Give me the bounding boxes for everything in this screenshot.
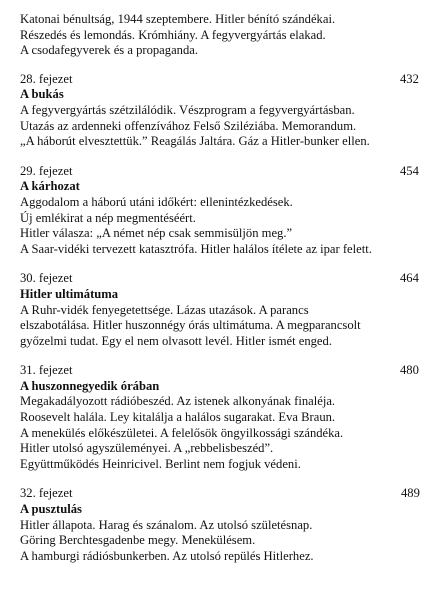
summary-line: győzelmi tudat. Egy el nem olvasott levél. Hitler ismét enged. bbox=[20, 333, 332, 348]
summary-line: A csodafegyverek és a propaganda. bbox=[20, 43, 198, 58]
chapter-heading bbox=[20, 363, 420, 379]
chapter-title: A huszonnegyedik órában bbox=[20, 378, 160, 393]
summary-line: A menekülés előkészületei. A felelősök öngyilkossági szándéka. bbox=[20, 425, 344, 440]
page-number: 432 bbox=[400, 71, 419, 86]
summary-line: A Ruhr-vidék fenyegetettsége. Lázas utazások. A parancs bbox=[20, 302, 309, 317]
chapter-entry-29 bbox=[20, 164, 420, 258]
summary-line: Utazás az ardenneki offenzívához Felső Sziléziába. Memorandum. bbox=[20, 118, 357, 133]
chapter-number: 30. fejezet bbox=[20, 271, 73, 286]
summary-line: elszabotálása. Hitler huszonnégy órás ultimátuma. A megparancsolt bbox=[20, 318, 361, 333]
chapter-continuation bbox=[20, 12, 420, 59]
summary-line: Göring Berchtesgadenbe megy. Menekülésem. bbox=[20, 533, 256, 548]
chapter-number: 32. fejezet bbox=[20, 486, 73, 501]
chapter-heading bbox=[20, 72, 420, 88]
chapter-entry-30 bbox=[20, 271, 420, 349]
chapter-entry-28 bbox=[20, 72, 420, 150]
summary-line: Új emlékirat a nép megmentéséért. bbox=[20, 210, 196, 225]
chapter-number: 29. fejezet bbox=[20, 163, 73, 178]
summary-line: Roosevelt halála. Ley kitalálja a halálos sugarakat. Eva Braun. bbox=[20, 410, 336, 425]
summary-line: „A háborút elvesztettük.” Reagálás Jaltára. Gáz a Hitler-bunker ellen. bbox=[20, 134, 370, 149]
chapter-title: Hitler ultimátuma bbox=[20, 286, 119, 301]
chapter-title: A pusztulás bbox=[20, 502, 82, 517]
chapter-number: 28. fejezet bbox=[20, 71, 73, 86]
summary-line: A hamburgi rádiósbunkerben. Az utolsó repülés Hitlerhez. bbox=[20, 548, 314, 563]
summary-line: Hitler válasza: „A német nép csak semmisüljön meg.” bbox=[20, 226, 293, 241]
summary-line: Aggodalom a háború utáni időkért: ellenintézkedések. bbox=[20, 194, 293, 209]
chapter-number: 31. fejezet bbox=[20, 363, 73, 378]
chapter-heading bbox=[20, 486, 420, 502]
summary-line: Együttműködés Heinricivel. Berlint nem fogjuk védeni. bbox=[20, 456, 301, 471]
page-number: 480 bbox=[400, 363, 419, 378]
chapter-entry-31 bbox=[20, 363, 420, 472]
page-number: 489 bbox=[401, 486, 420, 501]
summary-line: Katonai bénultság, 1944 szeptembere. Hitler bénító szándékai. bbox=[20, 12, 336, 26]
summary-line: Hitler utolsó agyszüleményei. A „rebbelisbeszéd”. bbox=[20, 441, 274, 456]
chapter-entry-32 bbox=[20, 486, 420, 564]
summary-line: Hitler állapota. Harag és szánalom. Az utolsó születésnap. bbox=[20, 517, 313, 532]
summary-line: A fegyvergyártás szétzilálódik. Vészprogram a fegyvergyártásban. bbox=[20, 102, 355, 117]
summary-line: Részedés és lemondás. Krómhiány. A fegyvergyártás elakad. bbox=[20, 27, 326, 42]
summary-line: Megakadályozott rádióbeszéd. Az istenek alkonyának finaléja. bbox=[20, 394, 336, 409]
toc-page bbox=[20, 12, 420, 564]
chapter-heading bbox=[20, 164, 420, 180]
page-number: 464 bbox=[400, 271, 419, 286]
page-number: 454 bbox=[400, 163, 419, 178]
chapter-title: A bukás bbox=[20, 87, 64, 102]
chapter-heading bbox=[20, 271, 420, 287]
chapter-title: A kárhozat bbox=[20, 179, 80, 194]
summary-line: A Saar-vidéki tervezett katasztrófa. Hitler halálos ítélete az ipar felett. bbox=[20, 241, 372, 256]
